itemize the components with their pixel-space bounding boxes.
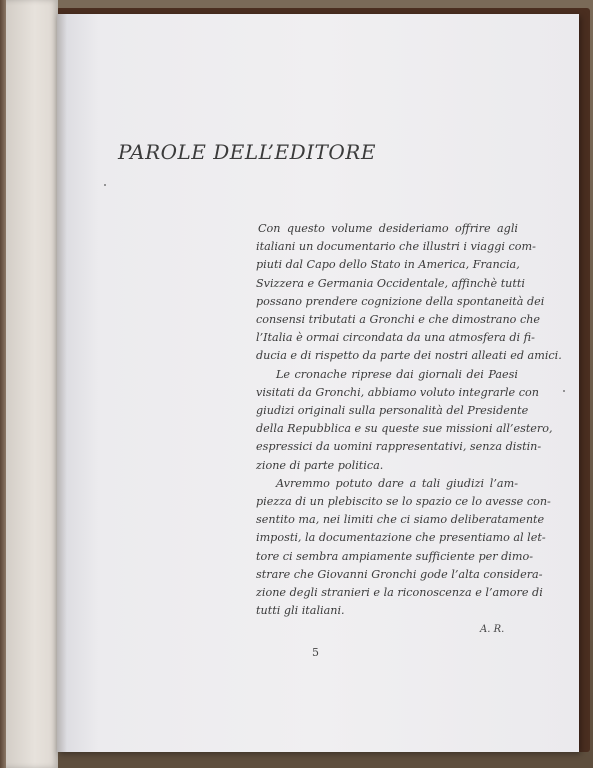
text-line: possano prendere cognizione della spontaneità dei <box>256 294 545 308</box>
page-gutter <box>57 14 67 752</box>
text-line: zione degli stranieri e la riconoscenza e l’amore di <box>256 586 543 600</box>
text-line: Svizzera e Germania Occidentale, affinchè tutti <box>256 276 525 290</box>
text-line: zione di parte politica. <box>256 458 384 472</box>
text-line: Avremmo potuto dare a tali giudizi l’am- <box>276 476 518 490</box>
text-line: italiani un documentario che illustri i viaggi com- <box>256 240 536 254</box>
text-line: strare che Giovanni Gronchi gode l’alta considera- <box>256 567 543 581</box>
text-line: visitati da Gronchi, abbiamo voluto integrarle con <box>256 385 539 399</box>
body-text <box>256 220 562 620</box>
text-line: Le cronache riprese dai giornali dei Paesi <box>276 367 518 381</box>
text-line: giudizi originali sulla personalità del Presidente <box>256 404 529 418</box>
paper-speck <box>104 184 106 186</box>
paragraph-3 <box>256 475 551 621</box>
text-line: piezza di un plebiscito se lo spazio ce lo avesse con- <box>256 495 551 509</box>
text-line: piuti dal Capo dello Stato in America, Francia, <box>256 258 520 272</box>
text-line: tore ci sembra ampiamente sufficiente per dimo- <box>256 549 533 563</box>
left-page-edge <box>0 0 6 768</box>
page-number: 5 <box>312 646 319 659</box>
text-line: l’Italia è ormai circondata da una atmosfera di fi- <box>256 331 535 345</box>
paper-speck <box>563 390 565 392</box>
text-line: Con questo volume desideriamo offrire agli <box>258 222 518 235</box>
signature: A. R. <box>480 624 505 635</box>
text-line: tutti gli italiani. <box>256 604 345 618</box>
page-title: PAROLE DELL’EDITORE <box>118 140 376 164</box>
text-line: espressici da uomini rappresentativi, senza distin- <box>256 440 542 454</box>
paragraph-2 <box>256 366 553 475</box>
text-line: imposti, la documentazione che presentiamo al let- <box>256 531 546 545</box>
left-page <box>0 0 58 768</box>
text-line: ducia e di rispetto da parte dei nostri alleati ed amici. <box>256 349 562 363</box>
paragraph-1 <box>256 220 562 366</box>
text-line: sentito ma, nei limiti che ci siamo deliberatamente <box>256 513 545 527</box>
text-line: consensi tributati a Gronchi e che dimostrano che <box>256 313 541 327</box>
text-line: della Repubblica e su queste sue missioni all’estero, <box>256 422 553 436</box>
